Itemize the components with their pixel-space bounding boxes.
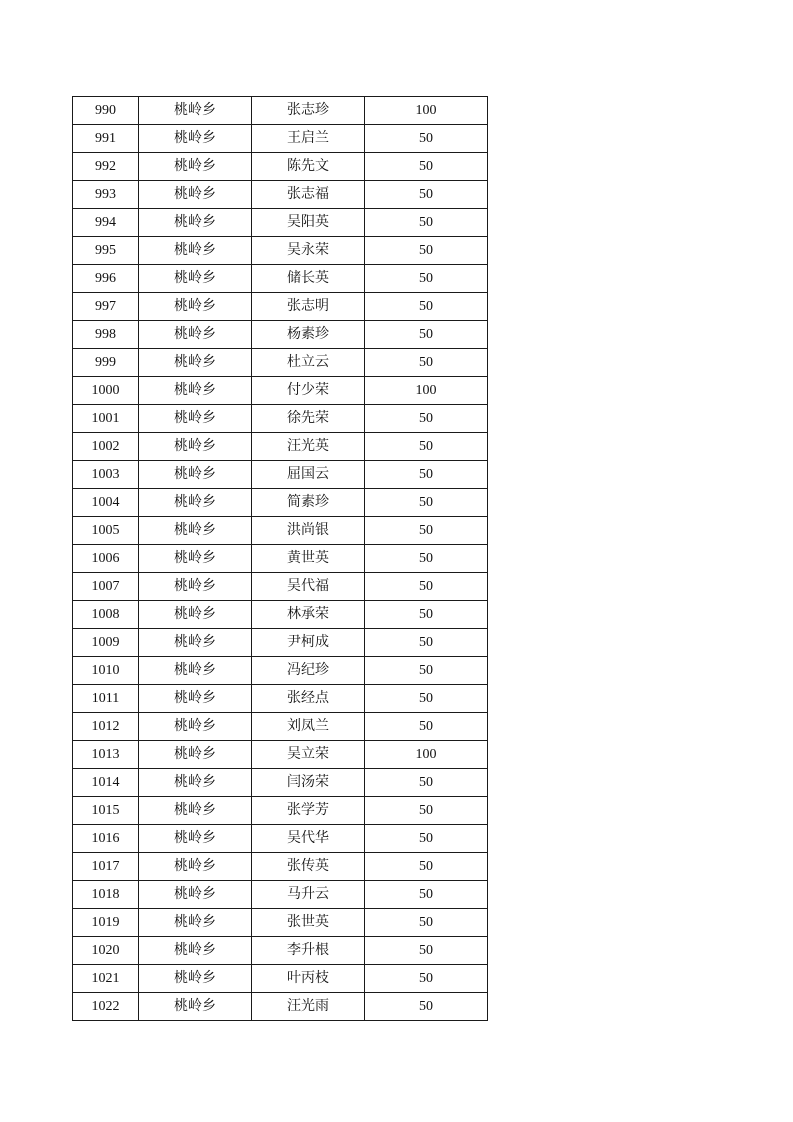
person-name-cell: 汪光英: [252, 433, 365, 461]
row-number-cell: 1008: [73, 601, 139, 629]
person-name-cell: 张传英: [252, 853, 365, 881]
person-name-cell: 李升根: [252, 937, 365, 965]
township-cell: 桃岭乡: [139, 125, 252, 153]
table-row: [73, 433, 488, 461]
roster-sheet: [72, 96, 488, 1021]
amount-cell: 50: [365, 601, 488, 629]
amount-cell: 50: [365, 769, 488, 797]
amount-cell: 50: [365, 825, 488, 853]
table-row: [73, 209, 488, 237]
person-name-cell: 吴永荣: [252, 237, 365, 265]
table-row: [73, 965, 488, 993]
table-row: [73, 405, 488, 433]
person-name-cell: 尹柯成: [252, 629, 365, 657]
township-cell: 桃岭乡: [139, 181, 252, 209]
township-cell: 桃岭乡: [139, 657, 252, 685]
roster-table-body: [73, 97, 488, 1021]
person-name-cell: 杨素珍: [252, 321, 365, 349]
roster-table: [72, 96, 488, 1021]
table-row: [73, 797, 488, 825]
table-row: [73, 517, 488, 545]
township-cell: 桃岭乡: [139, 97, 252, 125]
table-row: [73, 125, 488, 153]
amount-cell: 50: [365, 685, 488, 713]
amount-cell: 50: [365, 181, 488, 209]
row-number-cell: 991: [73, 125, 139, 153]
row-number-cell: 1016: [73, 825, 139, 853]
amount-cell: 50: [365, 433, 488, 461]
township-cell: 桃岭乡: [139, 685, 252, 713]
township-cell: 桃岭乡: [139, 909, 252, 937]
table-row: [73, 293, 488, 321]
amount-cell: 100: [365, 741, 488, 769]
row-number-cell: 1010: [73, 657, 139, 685]
row-number-cell: 1018: [73, 881, 139, 909]
row-number-cell: 1004: [73, 489, 139, 517]
township-cell: 桃岭乡: [139, 545, 252, 573]
row-number-cell: 998: [73, 321, 139, 349]
row-number-cell: 1012: [73, 713, 139, 741]
row-number-cell: 1006: [73, 545, 139, 573]
township-cell: 桃岭乡: [139, 769, 252, 797]
person-name-cell: 简素珍: [252, 489, 365, 517]
table-row: [73, 545, 488, 573]
row-number-cell: 1019: [73, 909, 139, 937]
amount-cell: 50: [365, 293, 488, 321]
township-cell: 桃岭乡: [139, 209, 252, 237]
table-row: [73, 601, 488, 629]
row-number-cell: 1013: [73, 741, 139, 769]
amount-cell: 50: [365, 713, 488, 741]
township-cell: 桃岭乡: [139, 489, 252, 517]
person-name-cell: 洪尚银: [252, 517, 365, 545]
township-cell: 桃岭乡: [139, 293, 252, 321]
amount-cell: 50: [365, 657, 488, 685]
amount-cell: 50: [365, 545, 488, 573]
amount-cell: 50: [365, 937, 488, 965]
person-name-cell: 张经点: [252, 685, 365, 713]
person-name-cell: 马升云: [252, 881, 365, 909]
person-name-cell: 张世英: [252, 909, 365, 937]
township-cell: 桃岭乡: [139, 321, 252, 349]
person-name-cell: 汪光雨: [252, 993, 365, 1021]
amount-cell: 50: [365, 853, 488, 881]
person-name-cell: 刘凤兰: [252, 713, 365, 741]
row-number-cell: 1022: [73, 993, 139, 1021]
township-cell: 桃岭乡: [139, 153, 252, 181]
table-row: [73, 461, 488, 489]
table-row: [73, 349, 488, 377]
amount-cell: 50: [365, 517, 488, 545]
row-number-cell: 1021: [73, 965, 139, 993]
row-number-cell: 1000: [73, 377, 139, 405]
township-cell: 桃岭乡: [139, 713, 252, 741]
row-number-cell: 995: [73, 237, 139, 265]
table-row: [73, 377, 488, 405]
row-number-cell: 997: [73, 293, 139, 321]
person-name-cell: 张志明: [252, 293, 365, 321]
township-cell: 桃岭乡: [139, 237, 252, 265]
amount-cell: 50: [365, 125, 488, 153]
table-row: [73, 769, 488, 797]
person-name-cell: 陈先文: [252, 153, 365, 181]
township-cell: 桃岭乡: [139, 881, 252, 909]
row-number-cell: 990: [73, 97, 139, 125]
row-number-cell: 992: [73, 153, 139, 181]
amount-cell: 50: [365, 993, 488, 1021]
table-row: [73, 153, 488, 181]
table-row: [73, 741, 488, 769]
person-name-cell: 吴立荣: [252, 741, 365, 769]
row-number-cell: 1014: [73, 769, 139, 797]
row-number-cell: 1001: [73, 405, 139, 433]
township-cell: 桃岭乡: [139, 601, 252, 629]
amount-cell: 50: [365, 573, 488, 601]
person-name-cell: 张学芳: [252, 797, 365, 825]
person-name-cell: 林承荣: [252, 601, 365, 629]
township-cell: 桃岭乡: [139, 265, 252, 293]
amount-cell: 50: [365, 881, 488, 909]
township-cell: 桃岭乡: [139, 741, 252, 769]
table-row: [73, 657, 488, 685]
row-number-cell: 1007: [73, 573, 139, 601]
table-row: [73, 181, 488, 209]
person-name-cell: 杜立云: [252, 349, 365, 377]
table-row: [73, 713, 488, 741]
amount-cell: 50: [365, 237, 488, 265]
row-number-cell: 1002: [73, 433, 139, 461]
township-cell: 桃岭乡: [139, 573, 252, 601]
row-number-cell: 994: [73, 209, 139, 237]
table-row: [73, 909, 488, 937]
table-row: [73, 853, 488, 881]
table-row: [73, 629, 488, 657]
row-number-cell: 999: [73, 349, 139, 377]
person-name-cell: 付少荣: [252, 377, 365, 405]
township-cell: 桃岭乡: [139, 853, 252, 881]
table-row: [73, 685, 488, 713]
amount-cell: 50: [365, 461, 488, 489]
person-name-cell: 吴阳英: [252, 209, 365, 237]
row-number-cell: 993: [73, 181, 139, 209]
person-name-cell: 张志福: [252, 181, 365, 209]
person-name-cell: 叶丙枝: [252, 965, 365, 993]
table-row: [73, 937, 488, 965]
amount-cell: 50: [365, 265, 488, 293]
row-number-cell: 996: [73, 265, 139, 293]
amount-cell: 50: [365, 321, 488, 349]
person-name-cell: 冯纪珍: [252, 657, 365, 685]
township-cell: 桃岭乡: [139, 629, 252, 657]
person-name-cell: 吴代福: [252, 573, 365, 601]
amount-cell: 50: [365, 349, 488, 377]
table-row: [73, 321, 488, 349]
person-name-cell: 王启兰: [252, 125, 365, 153]
row-number-cell: 1005: [73, 517, 139, 545]
township-cell: 桃岭乡: [139, 349, 252, 377]
table-row: [73, 993, 488, 1021]
township-cell: 桃岭乡: [139, 825, 252, 853]
row-number-cell: 1011: [73, 685, 139, 713]
amount-cell: 50: [365, 629, 488, 657]
person-name-cell: 张志珍: [252, 97, 365, 125]
amount-cell: 50: [365, 489, 488, 517]
amount-cell: 50: [365, 209, 488, 237]
amount-cell: 50: [365, 153, 488, 181]
township-cell: 桃岭乡: [139, 405, 252, 433]
person-name-cell: 屈国云: [252, 461, 365, 489]
amount-cell: 50: [365, 965, 488, 993]
row-number-cell: 1003: [73, 461, 139, 489]
person-name-cell: 徐先荣: [252, 405, 365, 433]
row-number-cell: 1009: [73, 629, 139, 657]
amount-cell: 50: [365, 797, 488, 825]
row-number-cell: 1020: [73, 937, 139, 965]
table-row: [73, 265, 488, 293]
township-cell: 桃岭乡: [139, 937, 252, 965]
table-row: [73, 881, 488, 909]
township-cell: 桃岭乡: [139, 965, 252, 993]
township-cell: 桃岭乡: [139, 517, 252, 545]
township-cell: 桃岭乡: [139, 461, 252, 489]
table-row: [73, 489, 488, 517]
person-name-cell: 储长英: [252, 265, 365, 293]
table-row: [73, 573, 488, 601]
person-name-cell: 闫汤荣: [252, 769, 365, 797]
amount-cell: 100: [365, 377, 488, 405]
township-cell: 桃岭乡: [139, 377, 252, 405]
person-name-cell: 黄世英: [252, 545, 365, 573]
amount-cell: 50: [365, 405, 488, 433]
row-number-cell: 1015: [73, 797, 139, 825]
amount-cell: 100: [365, 97, 488, 125]
row-number-cell: 1017: [73, 853, 139, 881]
township-cell: 桃岭乡: [139, 797, 252, 825]
township-cell: 桃岭乡: [139, 993, 252, 1021]
township-cell: 桃岭乡: [139, 433, 252, 461]
amount-cell: 50: [365, 909, 488, 937]
table-row: [73, 825, 488, 853]
person-name-cell: 吴代华: [252, 825, 365, 853]
table-row: [73, 237, 488, 265]
table-row: [73, 97, 488, 125]
